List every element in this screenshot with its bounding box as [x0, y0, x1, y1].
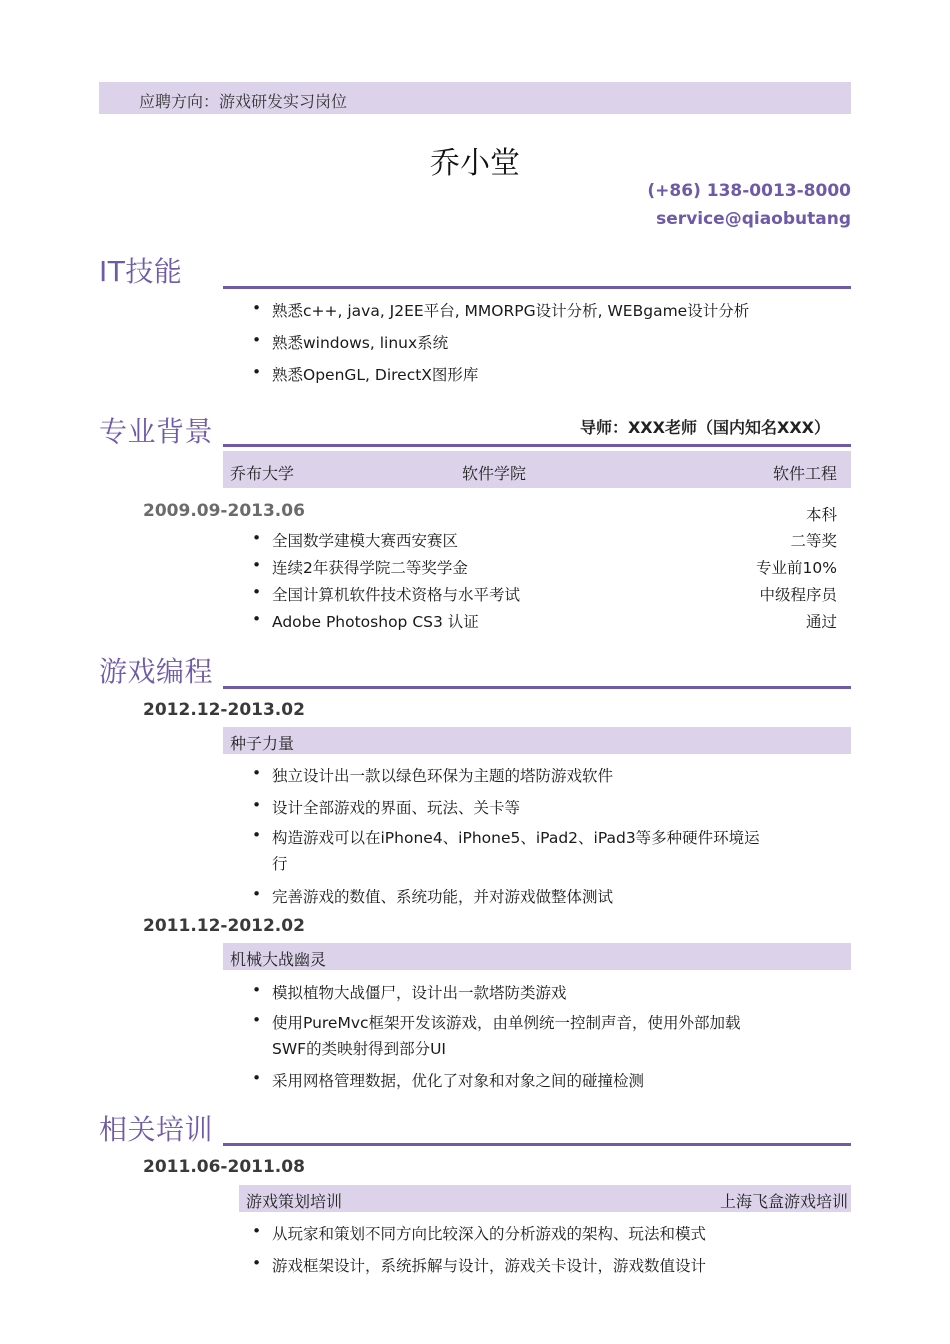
training-org: 上海飞盒游戏培训 — [719, 1192, 848, 1211]
education-band — [223, 451, 851, 488]
training-band — [239, 1185, 851, 1212]
training-date: 2011.06-2011.08 — [143, 1157, 305, 1177]
candidate-name: 乔小堂 — [430, 146, 520, 181]
section-rule — [223, 444, 851, 447]
award-value: 二等奖 — [790, 532, 837, 550]
education-date: 2009.09-2013.06 — [143, 501, 305, 521]
email-address: service@qiaobutang — [656, 209, 851, 229]
school-name: 乔布大学 — [230, 464, 295, 483]
section-title-training: 相关培训 — [99, 1113, 214, 1146]
project-name: 种子力量 — [230, 734, 295, 753]
major-name: 软件工程 — [772, 464, 837, 483]
project-date: 2012.12-2013.02 — [143, 700, 305, 720]
advisor-info: 导师：XXX老师（国内知名XXX） — [579, 418, 830, 437]
section-rule — [223, 1143, 851, 1146]
section-title-education: 专业背景 — [99, 415, 214, 448]
project-date: 2011.12-2012.02 — [143, 916, 305, 936]
section-rule — [223, 286, 851, 289]
project-name-band — [223, 943, 851, 970]
award-value: 中级程序员 — [759, 586, 837, 604]
position-label: 应聘方向：游戏研发实习岗位 — [139, 92, 348, 111]
award-value: 专业前10% — [756, 559, 837, 577]
college-name: 软件学院 — [462, 464, 527, 483]
section-title-it-skills: IT技能 — [99, 255, 183, 288]
project-name-band — [223, 727, 851, 754]
phone-number: (+86) 138-0013-8000 — [647, 181, 851, 201]
section-rule — [223, 686, 851, 689]
award-value: 通过 — [805, 613, 837, 631]
position-band — [99, 82, 851, 114]
project-name: 机械大战幽灵 — [230, 950, 327, 969]
degree: 本科 — [805, 506, 837, 524]
course-name: 游戏策划培训 — [246, 1192, 343, 1211]
section-title-game-programming: 游戏编程 — [99, 655, 214, 688]
